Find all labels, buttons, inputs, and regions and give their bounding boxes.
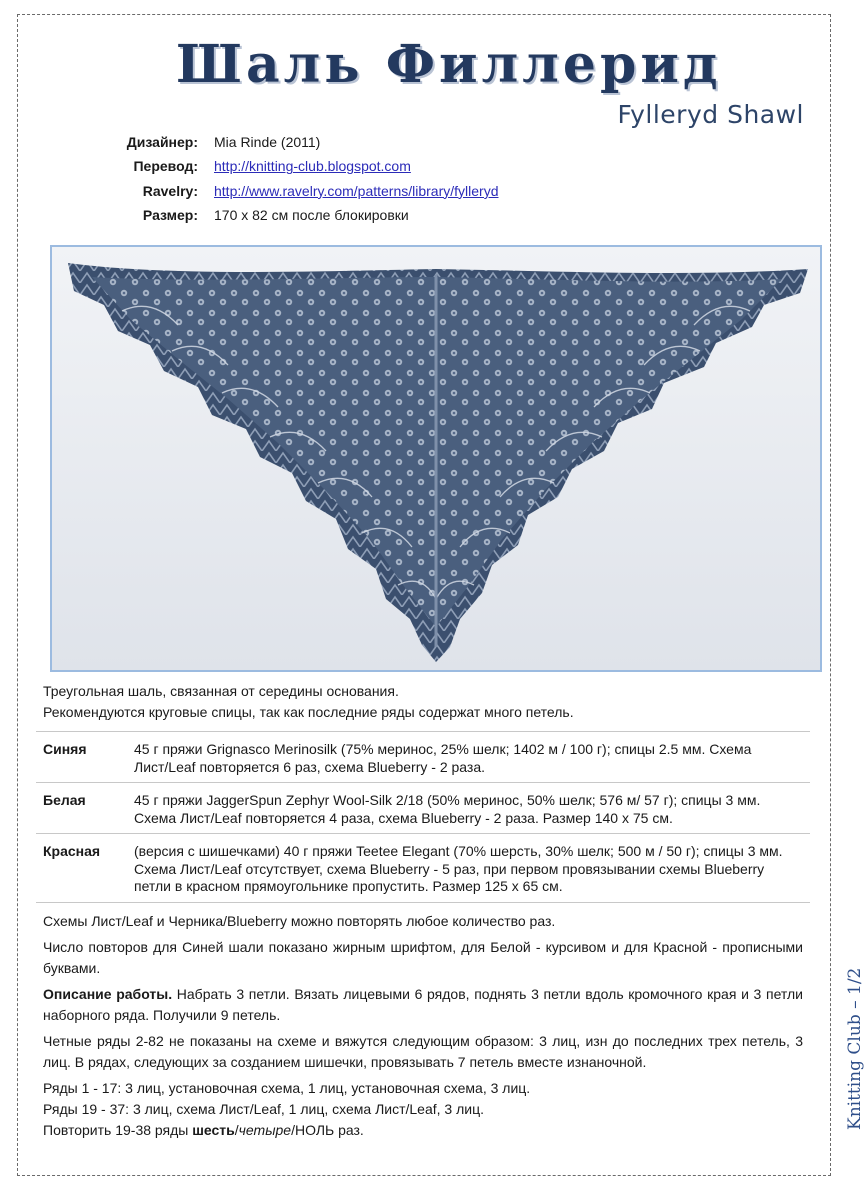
ravelry-link[interactable]: http://www.ravelry.com/patterns/library/fylleryd: [214, 182, 499, 199]
work-label: Описание работы.: [43, 986, 173, 1002]
translation-link[interactable]: http://knitting-club.blogspot.com: [214, 158, 411, 175]
yarn-table: [36, 731, 810, 903]
ravelry-label: Ravelry:: [142, 182, 198, 199]
counts-note: Число повторов для Синей шали показано жирным шрифтом, для Белой - курсивом и для Красной - прописными буквами.: [43, 939, 803, 976]
work-text: Набрать 3 петли. Вязать лицевыми 6 рядов, поднять 3 петли вдоль кромочного края и 3 петли наборного ряда. Получили 9 петель.: [43, 986, 804, 1023]
repeat-note: Схемы Лист/Leaf и Черника/Blueberry можно повторять любое количество раз.: [43, 913, 556, 929]
side-footer: Knitting Club – 1/2: [845, 967, 865, 1130]
yarn-name-red: Красная: [43, 843, 101, 859]
size-value: 170 х 82 см после блокировки: [214, 207, 409, 224]
translation-row: [60, 154, 499, 178]
repeat-sep-1: /: [234, 1122, 239, 1138]
repeat-count-white: четыре: [238, 1122, 292, 1138]
yarn-desc-red: (версия с шишечками) 40 г пряжи Teetee Elegant (70% шерсть, 30% шелк; 500 м / 50 г); спицы 3 мм. Схема Лист/Leaf отсутствует, схема Blueberry - 5 раз, при первом провязывании схемы Blueberry петли в красном прямоугольнике пропустить. Размер 125 х 65 см.: [134, 843, 783, 894]
pattern-info: [60, 130, 499, 227]
designer-label: Дизайнер:: [126, 134, 198, 151]
yarn-desc-blue: 45 г пряжи Grignasco Merinosilk (75% меринос, 25% шелк; 1402 м / 100 г); спицы 2.5 мм. Схема Лист/Leaf повторяется 6 раз, схема Blueberry - 2 раза.: [134, 741, 752, 775]
yarn-desc-white: 45 г пряжи JaggerSpun Zephyr Wool-Silk 2/18 (50% меринос, 50% шелк; 576 м/ 57 г); спицы 3 мм. Схема Лист/Leaf повторяется 4 раза, схема Blueberry - 2 раза. Размер 140 х 75 см.: [134, 792, 761, 826]
even-rows-note: Четные ряды 2-82 не показаны на схеме и вяжутся следующим образом: 3 лиц, изн до последних трех петель, 3 лиц. В рядах, следующих за созданием шишечки, провязывать 7 петель вместе изнаночной.: [43, 1033, 803, 1070]
shawl-photo: [50, 245, 822, 672]
page-subtitle: Fylleryd Shawl: [617, 100, 804, 129]
yarn-name-white: Белая: [43, 792, 86, 808]
yarn-row-white: [36, 783, 810, 834]
intro-text: [43, 681, 574, 723]
repeat-count-red: НОЛЬ: [294, 1122, 335, 1138]
rows-1-17: Ряды 1 - 17: 3 лиц, установочная схема, 1 лиц, установочная схема, 3 лиц.: [43, 1080, 531, 1096]
yarn-row-red: [36, 834, 810, 903]
repeat-rows: [43, 1120, 803, 1141]
designer-row: [60, 130, 499, 154]
intro-line-2: Рекомендуются круговые спицы, так как последние ряды содержат много петель.: [43, 704, 574, 720]
work-description: [43, 984, 803, 1026]
instructions: [43, 911, 803, 1141]
intro-line-1: Треугольная шаль, связанная от середины основания.: [43, 683, 399, 699]
yarn-name-blue: Синяя: [43, 741, 87, 757]
repeat-prefix: Повторить 19-38 ряды: [43, 1122, 193, 1138]
page-title: Шаль Филлерид: [176, 34, 722, 95]
translation-label: Перевод:: [133, 158, 198, 175]
size-label: Размер:: [142, 207, 198, 224]
shawl-image: [52, 247, 820, 670]
designer-value: Mia Rinde (2011): [214, 134, 321, 151]
rows-19-37: Ряды 19 - 37: 3 лиц, схема Лист/Leaf, 1 лиц, схема Лист/Leaf, 3 лиц.: [43, 1101, 484, 1117]
repeat-suffix: раз.: [334, 1122, 364, 1138]
size-row: [60, 203, 499, 227]
repeat-count-blue: шесть: [192, 1122, 235, 1138]
ravelry-row: [60, 179, 499, 203]
repeat-sep-2: /: [291, 1122, 295, 1138]
yarn-row-blue: [36, 732, 810, 783]
